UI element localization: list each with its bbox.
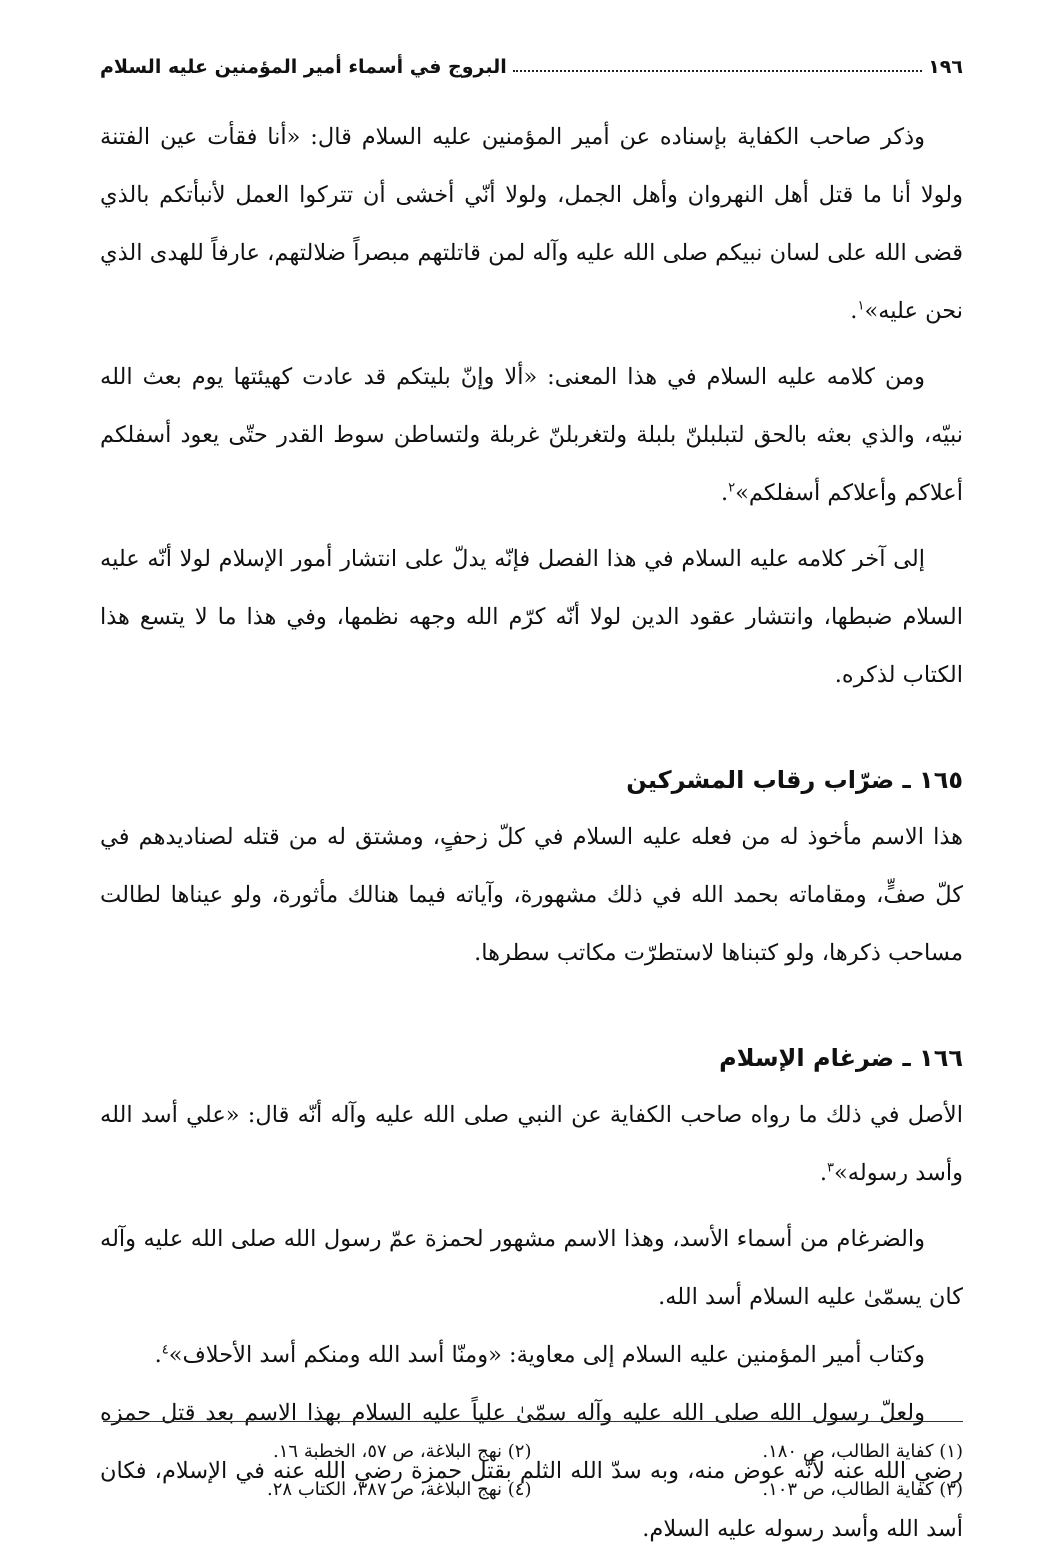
paragraph-1: وذكر صاحب الكفاية بإسناده عن أمير المؤمنين عليه السلام قال: «أنا فقأت عين الفتنة ولولا أنا ما قتل أهل النهروان وأهل الجمل، ولولا أنّي أخشى أن تتركوا العمل لأنبأتكم بالذي قضى الله على لسان نبيكم صلى الله عليه وآله لمن قاتلتهم مبصراً ضلالتهم، عارفاً للهدى الذي نحن عليه»$^١$.	[100, 124, 963, 324]
paragraph-3: إلى آخر كلامه عليه السلام في هذا الفصل فإنّه يدلّ على انتشار أمور الإسلام لولا أنّه عليه السلام ضبطها، وانتشار عقود الدين لولا أنّه كرّم الله وجهه نظمها، وفي هذا ما لا يتسع هذا الكتاب لذكره.	[100, 546, 963, 688]
paragraph-5-text: الأصل في ذلك ما رواه صاحب الكفاية عن النبي صلى الله عليه وآله أنّه قال: «علي أسد الله وأسد رسوله»	[100, 1102, 963, 1186]
paragraph-1-text: وذكر صاحب الكفاية بإسناده عن أمير المؤمنين عليه السلام قال: «أنا فقأت عين الفتنة ولولا أنا ما قتل أهل النهروان وأهل الجمل، ولولا أنّي أخشى أن تتركوا العمل لأنبأتكم بالذي قضى الله على لسان نبيكم صلى الله عليه وآله لمن قاتلتهم مبصراً ضلالتهم، عارفاً للهدى الذي نحن عليه»	[100, 124, 963, 324]
paragraph-4: هذا الاسم مأخوذ له من فعله عليه السلام في كلّ زحفٍ، ومشتق له من قتله لصناديدهم في كلّ صفٍّ، ومقاماته بحمد الله في ذلك مشهورة، وآياته فيما هنالك مأثورة، ولو عيناها لطالت مساحب ذكرها، ولو كتبناها لاستطرّت مكاتب سطرها.	[100, 824, 963, 966]
section-165-title: ١٦٥ ـ ضرّاب رقاب المشركين	[626, 766, 963, 794]
footnote-4: (٤) نهج البلاغة، ص ٣٨٧، الكتاب ٢٨.	[267, 1479, 532, 1500]
footnotes	[100, 1438, 963, 1504]
paragraph-6: والضرغام من أسماء الأسد، وهذا الاسم مشهور لحمزة عمّ رسول الله صلى الله عليه وآله كان يسمّىٰ عليه السلام أسد الله.	[100, 1226, 963, 1310]
header-dotted-leader	[513, 70, 922, 72]
footnote-ref-1: ١	[857, 298, 865, 314]
paragraph-8: ولعلّ رسول الله صلى الله عليه وآله سمّىٰ علياً عليه السلام بهذا الاسم بعد قتل حمزه رضي الله عنه لأنّه عوض منه، وبه سدّ الله الثلم بقتل حمزة رضي الله عنه في الإسلام، فكان أسد الله وأسد رسوله عليه السلام.	[100, 1400, 963, 1542]
footnote-ref-4: ٤	[161, 1342, 169, 1358]
page-number: ١٩٦	[928, 56, 963, 78]
footnote-1: (١) كفاية الطالب، ص ١٨٠.	[762, 1441, 963, 1462]
section-166-title: ١٦٦ ـ ضرغام الإسلام	[719, 1044, 963, 1072]
footnote-separator	[103, 1421, 963, 1422]
running-title: البروج في أسماء أمير المؤمنين عليه السلام	[100, 56, 507, 78]
paragraph-5: الأصل في ذلك ما رواه صاحب الكفاية عن النبي صلى الله عليه وآله أنّه قال: «علي أسد الله وأسد رسوله»$^٣$.	[100, 1102, 963, 1186]
footnote-3: (٣) كفاية الطالب، ص ١٠٣.	[762, 1479, 963, 1500]
paragraph-2: ومن كلامه عليه السلام في هذا المعنى: «ألا وإنّ بليتكم قد عادت كهيئتها يوم بعث الله نبيّه، والذي بعثه بالحق لتبلبلنّ بلبلة ولتغربلنّ غربلة ولتساطن سوط القدر حتّى يعود أسفلكم أعلاكم وأعلاكم أسفلكم»$^٢$.	[100, 364, 963, 506]
footnote-2: (٢) نهج البلاغة، ص ٥٧، الخطبة ١٦.	[273, 1441, 532, 1462]
paragraph-2-text: ومن كلامه عليه السلام في هذا المعنى: «ألا وإنّ بليتكم قد عادت كهيئتها يوم بعث الله نبيّه، والذي بعثه بالحق لتبلبلنّ بلبلة ولتغربلنّ غربلة ولتساطن سوط القدر حتّى يعود أسفلكم أعلاكم وأعلاكم أسفلكم»	[100, 364, 963, 506]
footnote-ref-2: ٢	[728, 480, 736, 496]
footnote-ref-3: ٣	[827, 1160, 835, 1176]
running-header	[100, 44, 963, 78]
page-body	[100, 108, 963, 1558]
paragraph-7: وكتاب أمير المؤمنين عليه السلام إلى معاوية: «ومنّا أسد الله ومنكم أسد الأحلاف»$^٤$.	[154, 1342, 925, 1368]
paragraph-7-text: وكتاب أمير المؤمنين عليه السلام إلى معاوية: «ومنّا أسد الله ومنكم أسد الأحلاف»	[168, 1342, 925, 1368]
